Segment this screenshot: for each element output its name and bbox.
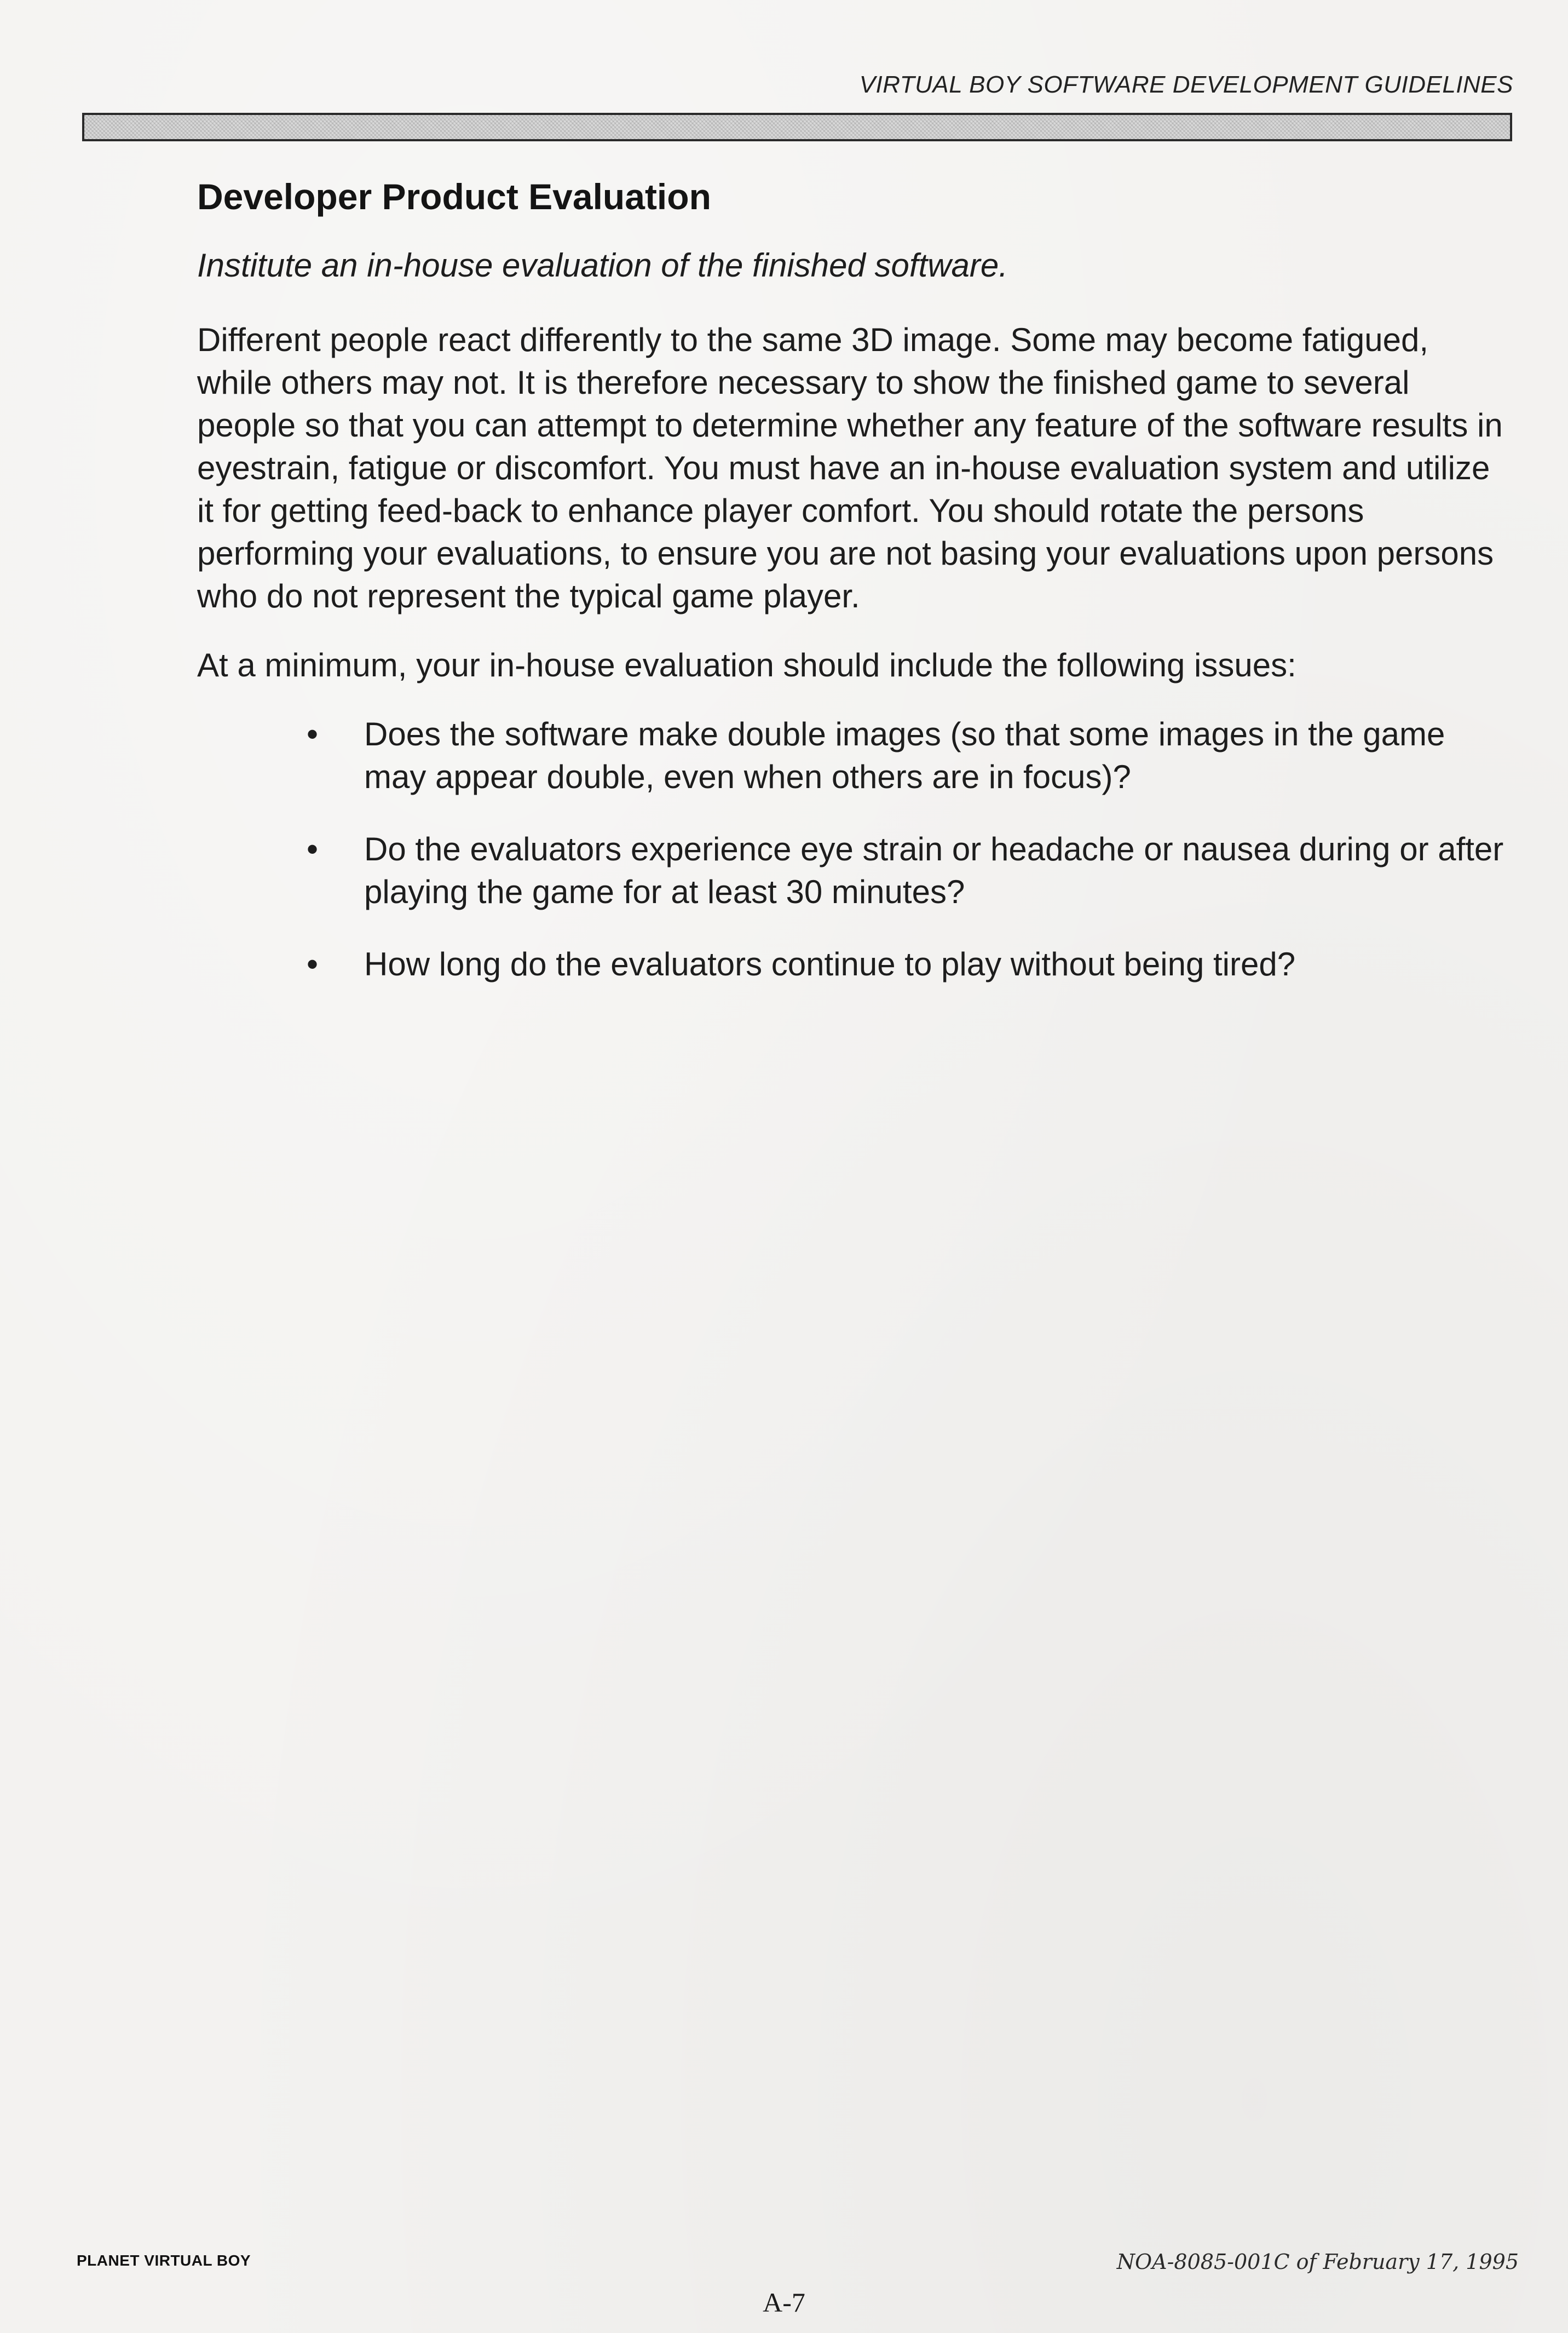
page-number: A-7 [763, 2287, 805, 2318]
list-item-text: Do the evaluators experience eye strain or headache or nausea during or after playing the game for at least 30 minutes? [364, 831, 1504, 911]
section-subtitle: Institute an in-house evaluation of the finished software. [197, 247, 1008, 284]
list-item [197, 713, 1511, 798]
paragraph: Different people react differently to the same 3D image. Some may become fatigued, while others may not. It is therefore necessary to show the finished game to several people so that you can attempt to determine whether any feature of the software results in eyestrain, fatigue or discomfort. You must have an in-house evaluation system and utilize it for getting feed-back to enhance player comfort. You should rotate the persons performing your evaluations, to ensure you are not basing your evaluations upon persons who do not represent the typical game player. [197, 321, 1503, 615]
section-title: Developer Product Evaluation [197, 176, 711, 217]
list-item-text: How long do the evaluators continue to play without being tired? [364, 946, 1296, 983]
list-item [197, 828, 1511, 913]
bullet-icon: • [307, 716, 319, 753]
issues-list [197, 713, 1511, 986]
main-content [197, 175, 1511, 1015]
bullet-icon: • [307, 831, 319, 868]
footer-document-id: NOA-8085-001C of February 17, 1995 [1116, 2250, 1519, 2274]
running-header: VIRTUAL BOY SOFTWARE DEVELOPMENT GUIDELINES [859, 71, 1513, 98]
bullet-icon: • [307, 946, 319, 983]
header-rule-bar [82, 113, 1512, 141]
footer-publisher: PLANET VIRTUAL BOY [77, 2252, 251, 2269]
paragraph: At a minimum, your in-house evaluation should include the following issues: [197, 647, 1296, 684]
list-item [197, 943, 1511, 986]
list-item-text: Does the software make double images (so that some images in the game may appear double, even when others are in focus)? [364, 716, 1445, 796]
